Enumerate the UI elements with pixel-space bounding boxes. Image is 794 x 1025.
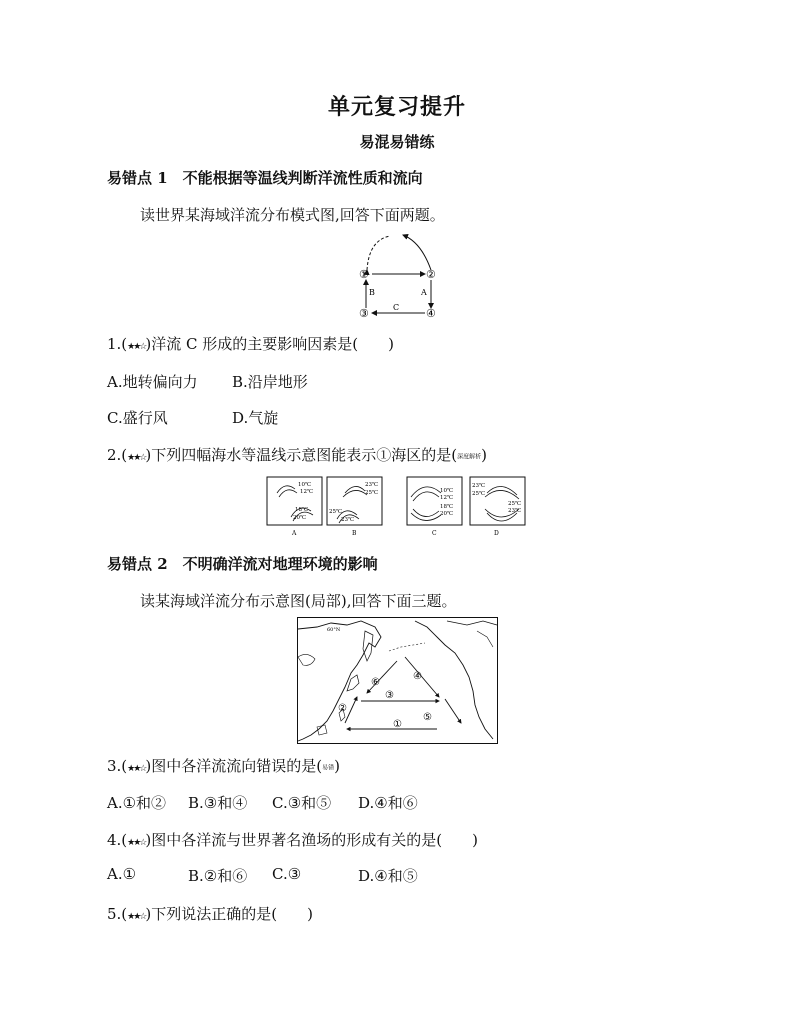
pacific-current-map [297,617,498,744]
question-1 [107,333,394,354]
q1-option-c: C.盛行风 [107,409,168,427]
temp-label: 10℃ [440,488,454,494]
q1-prefix: 1.( [107,335,128,353]
panel-label-c: C [432,530,437,537]
temp-label: 12℃ [440,495,454,501]
question-4 [107,829,478,850]
q1-option-a: A.地转偏向力 [107,373,198,391]
q3-option-b: B.③和④ [188,794,248,812]
temp-label: 18℃ [295,507,309,513]
page-subtitle: 易混易错练 [359,133,435,151]
isotherm-panel-a [267,477,322,537]
temp-label: 23℃ [508,508,522,514]
q3-text: )图中各洋流流向错误的是( [145,757,323,775]
current-6: ⑥ [371,677,380,688]
current-3: ③ [385,690,394,701]
q2-suffix: ) [481,446,487,464]
temp-label: 10℃ [298,482,312,488]
temp-label: 25℃ [472,491,486,497]
label-b: B [369,288,375,297]
node-3: ③ [359,307,369,320]
label-c: C [393,303,400,312]
q4-prefix: 4.( [107,831,128,849]
temp-label: 25℃ [508,501,522,507]
q3-suffix: ) [334,757,340,775]
section-heading-2: 易错点 2 不明确洋流对地理环境的影响 [107,555,378,573]
temp-label: 12℃ [300,489,314,495]
q5-text: )下列说法正确的是( ) [145,905,313,923]
temp-label: 25℃ [365,490,379,496]
temp-label: 23℃ [341,517,355,523]
label-a: A [421,288,427,297]
temp-label: 23℃ [472,483,486,489]
q2-text: )下列四幅海水等温线示意图能表示①海区的是( [145,446,458,464]
current-4: ④ [413,671,422,682]
q3-prefix: 3.( [107,757,128,775]
isotherm-panel-b [327,477,382,537]
current-pattern-diagram [355,232,445,322]
difficulty-stars: ★★☆ [127,838,146,848]
temp-label: 20℃ [440,511,454,517]
panel-label-a: A [292,530,297,537]
current-2: ② [338,703,347,714]
isotherm-panels [265,475,530,537]
q2-prefix: 2.( [107,446,128,464]
difficulty-stars: ★★☆ [127,342,146,352]
isotherm-panel-c [407,477,462,537]
section-heading-1: 易错点 1 不能根据等温线判断洋流性质和流向 [107,169,423,187]
q1-option-d: D.气旋 [232,409,279,427]
temp-label: 23℃ [365,482,379,488]
isotherm-panel-d [470,477,525,537]
q5-prefix: 5.( [107,905,128,923]
q3-option-c: C.③和⑤ [272,794,332,812]
section-intro-2: 读某海域洋流分布示意图(局部),回答下面三题。 [140,592,457,610]
error-prone-tag: 易错 [322,764,335,772]
current-5: ⑤ [423,712,432,723]
q4-option-c: C.③ [272,865,302,883]
temp-label: 18℃ [440,504,454,510]
panel-label-d: D [494,530,499,537]
current-1: ① [393,719,402,730]
q4-option-a: A.① [107,865,137,883]
q3-option-d: D.④和⑥ [358,794,418,812]
q3-option-a: A.①和② [107,794,167,812]
question-3 [107,755,340,776]
analysis-tag: 深度解析 [457,453,482,461]
lat-label: 60°N [327,627,341,633]
q4-option-d: D.④和⑤ [358,867,418,885]
temp-label: 25℃ [329,509,343,515]
q4-text: )图中各洋流与世界著名渔场的形成有关的是( ) [145,831,478,849]
panel-label-b: B [352,530,357,537]
difficulty-stars: ★★☆ [127,453,146,463]
question-5 [107,903,313,924]
difficulty-stars: ★★☆ [127,764,146,774]
temp-label: 20℃ [293,515,307,521]
difficulty-stars: ★★☆ [127,912,146,922]
q1-text: )洋流 C 形成的主要影响因素是( ) [145,335,394,353]
page-title: 单元复习提升 [327,94,466,120]
q1-option-b: B.沿岸地形 [232,373,308,391]
node-2: ② [426,268,436,281]
q4-option-b: B.②和⑥ [188,867,248,885]
node-1: ① [359,268,369,281]
question-2 [107,444,487,465]
node-4: ④ [426,307,436,320]
section-intro-1: 读世界某海域洋流分布模式图,回答下面两题。 [140,206,445,224]
